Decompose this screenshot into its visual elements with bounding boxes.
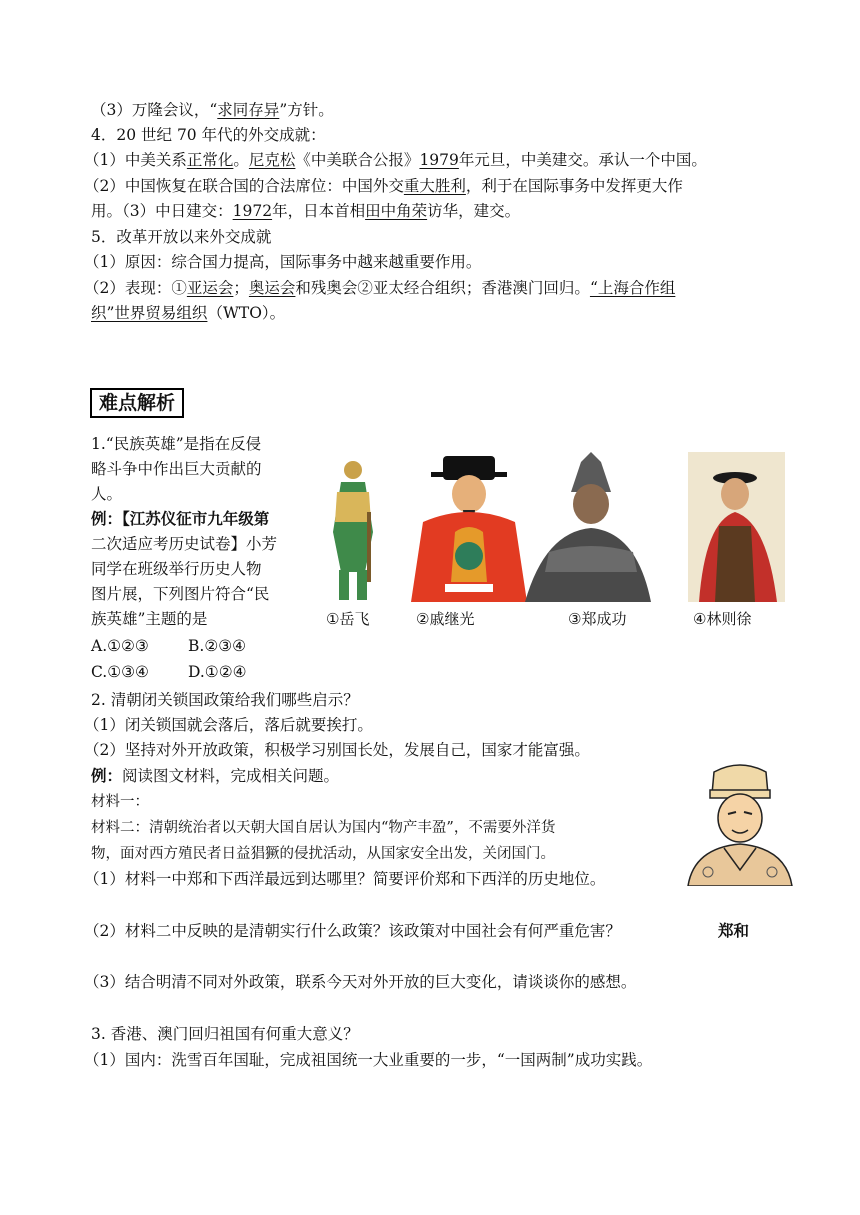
q2-sub-1: （1）材料一中郑和下西洋最远到达哪里？简要评价郑和下西洋的历史地位。 xyxy=(84,870,606,888)
line-5: 用。（3）中日建交：1972年，日本首相田中角荣访华，建交。 xyxy=(91,202,521,220)
q1-option-d: D.①②④ xyxy=(188,663,247,681)
q1-option-a: A.①②③ xyxy=(91,637,149,655)
q1-line-2: 略斗争中作出巨大贡献的 xyxy=(91,460,262,478)
linzexu-image xyxy=(688,452,785,602)
q1-option-b: B.②③④ xyxy=(188,637,247,655)
line-6-heading: 5．改革开放以来外交成就 xyxy=(91,228,272,246)
line-9: 织”世界贸易组织（WTO）。 xyxy=(91,304,286,322)
line-1: （3）万隆会议，“求同存异”方针。 xyxy=(91,101,334,119)
q3-heading: 3. 香港、澳门回归祖国有何重大意义？ xyxy=(91,1025,359,1043)
zhenghe-portrait xyxy=(684,760,796,886)
q1-option-c: C.①③④ xyxy=(91,663,149,681)
q2-example: 例：阅读图文材料，完成相关问题。 xyxy=(91,766,340,785)
qijiguang-image xyxy=(411,456,527,602)
q1-line-1: 1.“民族英雄”是指在反侵 xyxy=(91,435,262,453)
caption-yuefei: ①岳飞 xyxy=(326,610,370,628)
zhenghe-caption: 郑和 xyxy=(718,921,750,940)
q2-point-1: （1）闭关锁国就会落后，落后就要挨打。 xyxy=(84,716,373,734)
q2-heading: 2. 清朝闭关锁国政策给我们哪些启示？ xyxy=(91,691,359,709)
q1-example-line-5: 族英雄”主题的是 xyxy=(91,610,208,628)
line-4: （2）中国恢复在联合国的合法席位：中国外交重大胜利，利于在国际事务中发挥更大作 xyxy=(84,177,683,195)
q3-point-1: （1）国内：洗雪百年国耻，完成祖国统一大业重要的一步，“一国两制”成功实践。 xyxy=(84,1051,653,1069)
yuefei-image xyxy=(333,461,373,600)
line-2-heading: 4．20 世纪 70 年代的外交成就： xyxy=(91,126,326,144)
caption-linzexu: ④林则徐 xyxy=(693,610,752,628)
q1-line-3: 人。 xyxy=(91,485,123,503)
q1-example-line-2: 二次适应考历史试卷】小芳 xyxy=(91,535,278,553)
zhengchenggong-image xyxy=(525,452,651,602)
q2-point-2: （2）坚持对外开放政策，积极学习别国长处，发展自己，国家才能富强。 xyxy=(84,741,590,759)
material-two-line-2: 物，面对西方殖民者日益猖獗的侵扰活动，从国家安全出发，关闭国门。 xyxy=(91,846,555,862)
material-two-line-1: 材料二：清朝统治者以天朝大国自居认为国内“物产丰盈”，不需要外洋货 xyxy=(91,820,556,836)
material-one: 材料一： xyxy=(91,794,149,810)
q1-example-line-3: 同学在班级举行历史人物 xyxy=(91,560,262,578)
q2-sub-3: （3）结合明清不同对外政策，联系今天对外开放的巨大变化，请谈谈你的感想。 xyxy=(84,973,637,991)
section-title: 难点解析 xyxy=(90,388,184,418)
q1-example-line-1: 例：【江苏仪征市九年级第 xyxy=(91,509,270,528)
heroes-figure xyxy=(315,452,785,630)
line-7: （1）原因：综合国力提高，国际事务中越来越重要作用。 xyxy=(84,253,482,271)
q1-example-line-4: 图片展，下列图片符合“民 xyxy=(91,585,270,603)
line-3: （1）中美关系正常化。尼克松《中美联合公报》1979年元旦，中美建交。承认一个中国。 xyxy=(84,151,707,169)
line-8: （2）表现：①亚运会；奥运会和残奥会②亚太经合组织；香港澳门回归。“上海合作组 xyxy=(84,279,676,297)
q2-sub-2: （2）材料二中反映的是清朝实行什么政策？该政策对中国社会有何严重危害？ xyxy=(84,922,621,940)
caption-qijiguang: ②戚继光 xyxy=(416,610,475,628)
caption-zhengchenggong: ③郑成功 xyxy=(568,610,627,628)
